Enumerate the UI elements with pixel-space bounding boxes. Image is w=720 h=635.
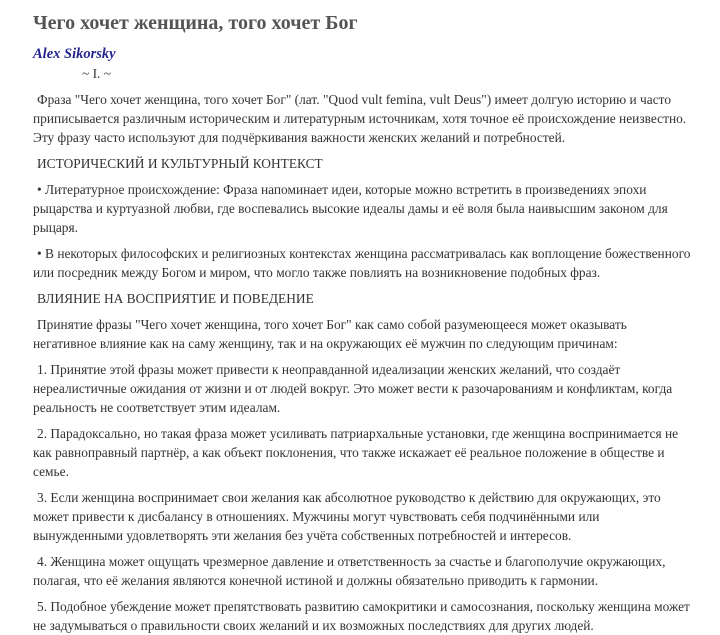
numbered-item-2: 2. Парадоксально, но такая фраза может усиливать патриархальные установки, где женщина воспринимается не как равноправный партнёр, а как объект поклонения, что также искажает её реальное положение в обществе и семье. xyxy=(33,426,679,479)
page-title: Чего хочет женщина, того хочет Бог xyxy=(33,12,358,34)
section-heading-historical-context: ИСТОРИЧЕСКИЙ И КУЛЬТУРНЫЙ КОНТЕКСТ xyxy=(37,156,323,171)
numbered-item-3: 3. Если женщина воспринимает свои желания как абсолютное руководство к действию для окружающих, это может привести к дисбалансу в отношениях. Мужчины могут чувствовать себя подчинёнными или вынужденными удовлетворять эти желания без учёта собственных потребностей и интересов. xyxy=(33,490,661,543)
numbered-item-1: 1. Принятие этой фразы может привести к неоправданной идеализации женских желаний, что создаёт нереалистичные ожидания от жизни и от людей вокруг. Это может вести к разочарованиям и конфликтам, когда реальность не соответствует этим идеалам. xyxy=(33,362,673,415)
paragraph-lead: Принятие фразы "Чего хочет женщина, того хочет Бог" как само собой разумеющееся может оказывать негативное влияние как на саму женщину, так и на окружающих её мужчин по следующим причинам: xyxy=(33,317,627,351)
bullet-item-literary-origin: • Литературное происхождение: Фраза напоминает идеи, которые можно встретить в произведениях эпохи рыцарства и куртуазной любви, где воспевались высокие идеалы дамы и её воля была наивысшим законом для рыцаря. xyxy=(33,182,668,235)
section-marker: ~ I. ~ xyxy=(82,66,111,81)
numbered-item-4: 4. Женщина может ощущать чрезмерное давление и ответственность за счастье и благополучие окружающих, полагая, что её желания являются конечной истиной и должны обязательно приводить к гармонии. xyxy=(33,554,666,588)
section-heading-influence: ВЛИЯНИЕ НА ВОСПРИЯТИЕ И ПОВЕДЕНИЕ xyxy=(37,291,314,306)
author-link[interactable]: Alex Sikorsky xyxy=(33,46,116,62)
numbered-item-5: 5. Подобное убеждение может препятствовать развитию самокритики и самосознания, поскольку женщина может не задумываться о правильности своих желаний и их возможных последствиях для других людей. xyxy=(33,599,690,633)
paragraph-intro: Фраза "Чего хочет женщина, того хочет Бог" (лат. "Quod vult femina, vult Deus") имеет долгую историю и часто приписывается различным историческим и литературным источникам, хотя точное её происхождение неизвестно. Эту фразу часто используют для подчёркивания важности женских желаний и потребностей. xyxy=(33,92,687,145)
bullet-item-philosophical-context: • В некоторых философских и религиозных контекстах женщина рассматривалась как воплощение божественного или посредник между Богом и миром, что могло также повлиять на возникновение подобных фраз. xyxy=(33,246,691,280)
